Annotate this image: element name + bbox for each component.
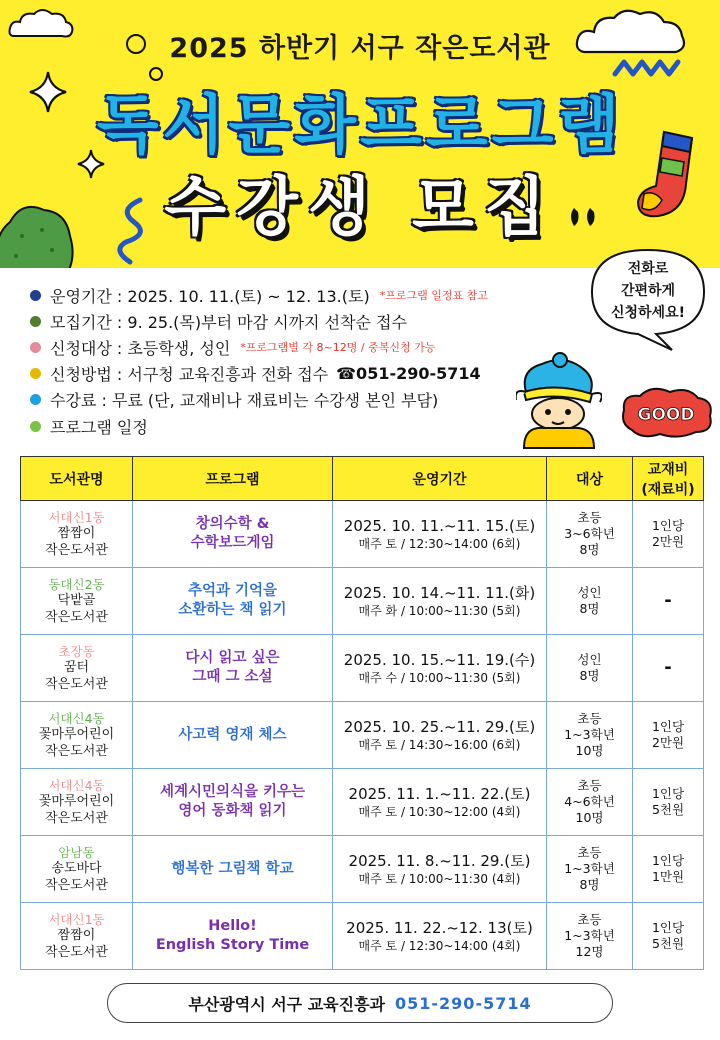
library-name: 송도바다: [51, 860, 102, 876]
info-text: 프로그램 일정: [50, 417, 148, 437]
target-line: 4~6학년: [564, 794, 615, 809]
cell-target: [547, 836, 633, 903]
program-name: 행복한 그림책 학교: [171, 860, 294, 877]
info-list: [30, 282, 590, 439]
phone-number: ☎051-290-5714: [336, 364, 481, 384]
header-fee: [633, 457, 704, 501]
info-text: 운영기간 : 2025. 10. 11.(토) ~ 12. 13.(토): [50, 286, 370, 306]
district-label: 암남동: [58, 844, 95, 860]
period-date: 2025. 10. 11.~11. 15.(토): [343, 517, 536, 535]
target-line: 8명: [579, 542, 600, 557]
good-badge: [618, 384, 714, 440]
program-name: 영어 동화책 읽기: [178, 803, 287, 819]
library-name: 짬짬이: [57, 927, 96, 943]
cell-period: [333, 501, 547, 568]
table-row: [21, 702, 704, 769]
bullet-dot: [30, 290, 41, 301]
info-text: 모집기간 : 9. 25.(목)부터 마감 시까지 선착순 접수: [50, 312, 407, 332]
header-fee-line: 교재비: [647, 461, 689, 478]
cell-program: [133, 501, 333, 568]
cell-target: [547, 903, 633, 970]
district-label: 동대신2동: [48, 576, 105, 592]
cell-program: [133, 568, 333, 635]
period-date: 2025. 10. 14.~11. 11.(화): [343, 584, 536, 602]
cell-program: [133, 836, 333, 903]
program-name: 다시 읽고 싶은: [185, 650, 280, 666]
program-name: 세계시민의식을 키우는: [159, 784, 306, 800]
target-line: 1~3학년: [564, 861, 615, 876]
period-date: 2025. 11. 1.~11. 22.(토): [348, 785, 531, 803]
library-name: 작은도서관: [45, 810, 108, 826]
cell-period: [333, 702, 547, 769]
cell-library: [21, 702, 133, 769]
main-title: 독서문화프로그램: [96, 89, 624, 163]
library-name: 작은도서관: [45, 743, 108, 759]
cell-period: [333, 568, 547, 635]
info-item-schedule: [30, 413, 590, 439]
target-line: 10명: [575, 743, 604, 758]
program-name: 소환하는 책 읽기: [178, 602, 287, 618]
period-schedule: 매주 토 / 10:00~11:30 (4회): [358, 872, 521, 886]
info-text: 신청방법 : 서구청 교육진흥과 전화 접수: [50, 365, 329, 385]
period-date: 2025. 10. 25.~11. 29.(토): [343, 718, 536, 736]
cell-target: [547, 568, 633, 635]
cell-fee: [633, 568, 704, 635]
table-row: [21, 568, 704, 635]
bubble-line: 신청하세요!: [610, 305, 685, 321]
pre-title: 2025 하반기 서구 작은도서관: [169, 33, 551, 64]
period-schedule: 매주 토 / 12:30~14:00 (4회): [358, 939, 521, 953]
fee-line: 1인당: [651, 853, 685, 868]
period-schedule: 매주 토 / 10:30~12:00 (4회): [358, 805, 521, 819]
bullet-dot: [30, 394, 41, 405]
target-line: 8명: [579, 668, 600, 683]
cell-library: [21, 568, 133, 635]
table-row: [21, 769, 704, 836]
district-label: 서대신1동: [48, 509, 105, 525]
cell-fee: [633, 635, 704, 702]
program-name: 추억과 기억을: [187, 583, 278, 599]
cell-target: [547, 769, 633, 836]
cell-fee: [633, 501, 704, 568]
good-text: GOOD: [637, 405, 695, 425]
district-label: 서대신4동: [48, 710, 105, 726]
district-label: 서대신1동: [48, 911, 105, 927]
library-name: 작은도서관: [45, 609, 108, 625]
bullet-dot: [30, 342, 41, 353]
info-text: 신청대상 : 초등학생, 성인: [50, 338, 231, 358]
header-library: 도서관명: [21, 457, 133, 501]
library-name: 작은도서관: [45, 676, 108, 692]
cell-target: [547, 635, 633, 702]
library-name: 작은도서관: [45, 542, 108, 558]
speech-bubble-text: [592, 258, 704, 324]
info-text: 수강료 : 무료 (단, 교재비나 재료비는 수강생 본인 부담): [50, 391, 439, 411]
fee-line: 1인당: [651, 719, 685, 734]
library-name: 닥밭골: [57, 592, 96, 608]
fee-line: 5천원: [651, 802, 685, 817]
library-name: 꽃마루어린이: [38, 726, 115, 742]
table-header-row: [21, 457, 704, 501]
fee-line: 1인당: [651, 518, 685, 533]
fee-line: 1만원: [651, 869, 685, 884]
target-line: 3~6학년: [564, 526, 615, 541]
header-fee-line: (재료비): [641, 481, 695, 498]
target-line: 1~3학년: [564, 928, 615, 943]
info-item-recruit: [30, 308, 590, 334]
fee-line: -: [664, 657, 672, 678]
fee-line: 1인당: [651, 920, 685, 935]
program-name: 사고력 영재 체스: [178, 726, 287, 743]
fee-line: 1인당: [651, 786, 685, 801]
cell-fee: [633, 836, 704, 903]
period-date: 2025. 11. 22.~12. 13(토): [346, 919, 533, 937]
info-item-target: [30, 334, 590, 360]
period-schedule: 매주 화 / 10:00~11:30 (5회): [358, 604, 521, 618]
cell-program: [133, 903, 333, 970]
target-line: 8명: [579, 877, 600, 892]
cell-fee: [633, 903, 704, 970]
cell-library: [21, 635, 133, 702]
info-item-fee: [30, 387, 590, 413]
table-row: [21, 903, 704, 970]
cell-program: [133, 702, 333, 769]
target-line: 성인: [577, 585, 602, 600]
cell-target: [547, 702, 633, 769]
district-label: 초장동: [58, 643, 95, 659]
program-table: [20, 456, 704, 970]
info-note: *프로그램별 각 8~12명 / 중복신청 가능: [240, 341, 436, 355]
bullet-dot: [30, 421, 41, 432]
table-row: [21, 501, 704, 568]
bubble-line: 간편하게: [620, 283, 676, 299]
footer-contact: [107, 983, 613, 1023]
cell-fee: [633, 769, 704, 836]
target-line: 10명: [575, 810, 604, 825]
library-name: 작은도서관: [45, 944, 108, 960]
header-period: 운영기간: [333, 457, 547, 501]
bullet-dot: [30, 368, 41, 379]
target-line: 초등: [577, 912, 602, 927]
cell-library: [21, 501, 133, 568]
program-name: Hello!: [208, 918, 257, 934]
library-name: 꽃마루어린이: [38, 793, 115, 809]
header-target: 대상: [547, 457, 633, 501]
cell-period: [333, 635, 547, 702]
bullet-dot: [30, 316, 41, 327]
fee-line: 2만원: [651, 534, 685, 549]
info-item-period: [30, 282, 590, 308]
target-line: 초등: [577, 845, 602, 860]
footer-phone: 051-290-5714: [395, 993, 532, 1013]
period-schedule: 매주 수 / 10:00~11:30 (5회): [358, 671, 521, 685]
program-name: English Story Time: [155, 937, 310, 953]
cell-library: [21, 903, 133, 970]
target-line: 8명: [579, 601, 600, 616]
program-name: 수학보드게임: [190, 535, 275, 551]
bubble-line: 전화로: [627, 261, 669, 277]
period-date: 2025. 11. 8.~11. 29.(토): [348, 852, 531, 870]
cell-library: [21, 836, 133, 903]
footer-org: 부산광역시 서구 교육진흥과: [188, 994, 385, 1014]
library-name: 짬짬이: [57, 525, 96, 541]
info-item-method: [30, 361, 590, 387]
program-name: 창의수학 &: [195, 516, 270, 532]
target-line: 초등: [577, 711, 602, 726]
cell-library: [21, 769, 133, 836]
cell-period: [333, 903, 547, 970]
header-banner: [0, 0, 720, 268]
header-program: 프로그램: [133, 457, 333, 501]
library-name: 꿈터: [63, 659, 90, 675]
cell-fee: [633, 702, 704, 769]
cell-program: [133, 769, 333, 836]
period-date: 2025. 10. 15.~11. 19.(수): [343, 651, 536, 669]
fee-line: -: [664, 590, 672, 611]
library-name: 작은도서관: [45, 877, 108, 893]
target-line: 12명: [575, 944, 604, 959]
cell-target: [547, 501, 633, 568]
program-name: 그때 그 소설: [192, 669, 273, 685]
cell-period: [333, 769, 547, 836]
period-schedule: 매주 토 / 14:30~16:00 (6회): [358, 738, 521, 752]
target-line: 초등: [577, 778, 602, 793]
target-line: 1~3학년: [564, 727, 615, 742]
fee-line: 5천원: [651, 936, 685, 951]
fee-line: 2만원: [651, 735, 685, 750]
info-note: *프로그램 일정표 참고: [379, 289, 488, 303]
cell-program: [133, 635, 333, 702]
period-schedule: 매주 토 / 12:30~14:00 (6회): [358, 537, 521, 551]
target-line: 성인: [577, 652, 602, 667]
district-label: 서대신4동: [48, 777, 105, 793]
cell-period: [333, 836, 547, 903]
sub-title: 수강생 모집: [164, 171, 556, 245]
target-line: 초등: [577, 510, 602, 525]
table-row: [21, 836, 704, 903]
table-row: [21, 635, 704, 702]
